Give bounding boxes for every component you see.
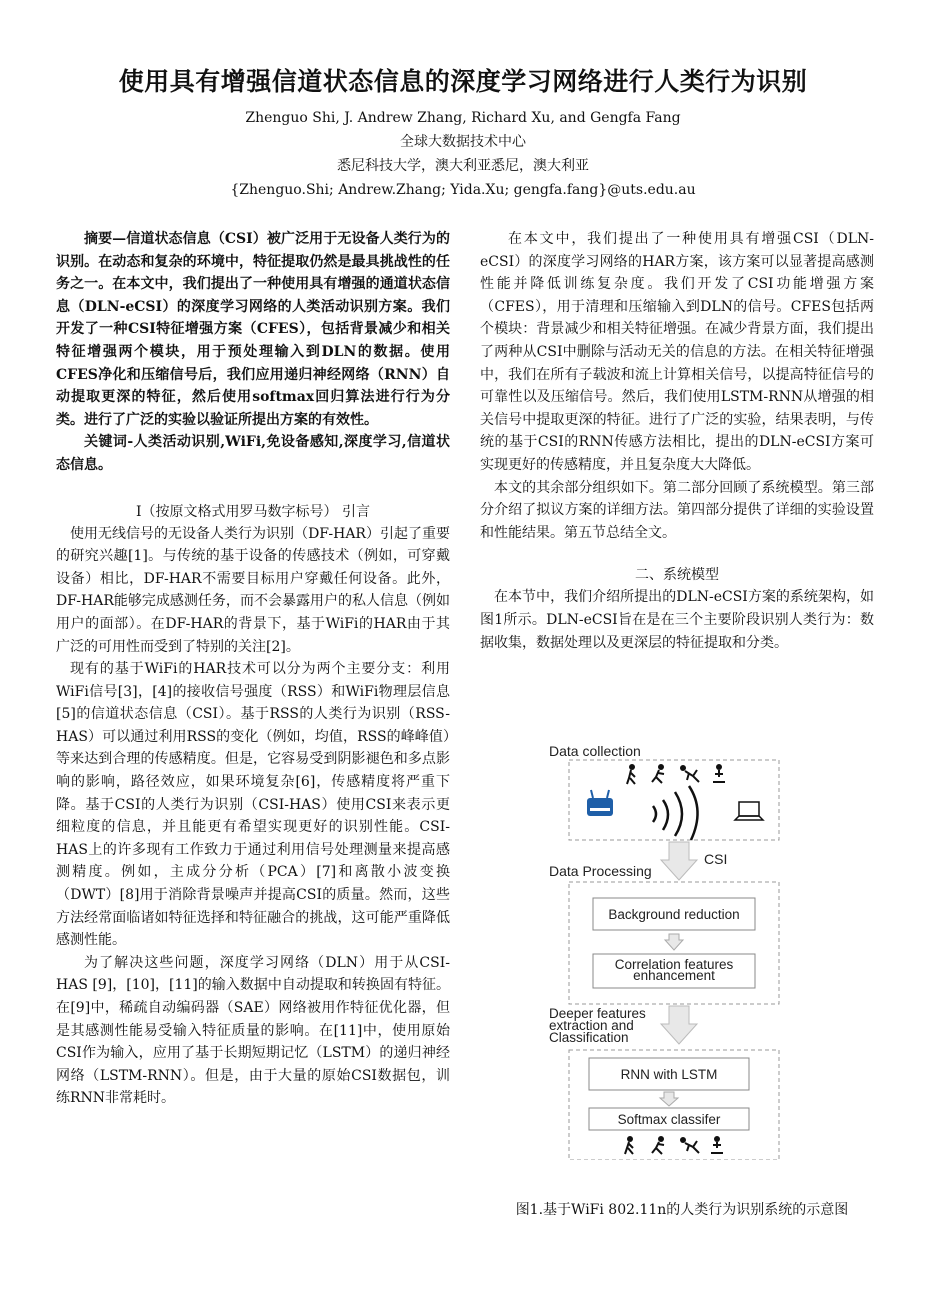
background-reduction-label: Background reduction <box>608 907 740 922</box>
intro-paragraph-4: 在本文中，我们提出了一种使用具有增强CSI（DLN-eCSI）的深度学习网络的HAR方案，该方案可以显著提高感测性能并降低训练复杂度。我们开发了CSI功能增强方案（CFES），用于清理和压缩输入到DLN的信号。CFES包括两个模块：背景减少和相关特征增强。在减少背景方面，我们提出了两种从CSI中删除与活动无关的信息的方法。在相关特征增强中，我们在所有子载波和流上计算相关信号，以提高特征信号的可靠性以及压缩信号。然后，我们使用LSTM-RNN从增强的相关信号中提取更深的特征。进行了广泛的实验，结果表明，与传统的基于CSI的RNN传感方法相比，提出的DLN-eCSI方案可实现更好的传感精度，并且复杂度大大降低。 <box>480 231 874 473</box>
router-icon <box>587 790 613 816</box>
author-list: Zhenguo Shi, J. Andrew Zhang, Richard Xu, and Gengfa Fang <box>245 110 681 126</box>
arrow-to-deeper <box>661 1006 697 1044</box>
author-emails: {Zhenguo.Shi; Andrew.Zhang; Yida.Xu; gengfa.fang}@uts.edu.au <box>230 182 696 198</box>
system-diagram <box>549 740 781 1160</box>
label-data-collection: Data collection <box>549 743 641 759</box>
person-fall-icon <box>680 765 699 782</box>
output-walk-icon <box>625 1136 633 1154</box>
output-run-icon <box>652 1136 664 1154</box>
section-1-heading: I（按原文格式用罗马数字标号） 引言 <box>136 503 370 520</box>
section-2-heading: 二、系统模型 <box>635 567 719 584</box>
output-fall-icon <box>680 1137 699 1153</box>
label-deeper-1: Deeper features <box>549 1006 646 1021</box>
output-sit-icon <box>711 1136 723 1153</box>
system-model-paragraph: 在本节中，我们介绍所提出的DLN-eCSI方案的系统架构，如图1所示。DLN-eCSI旨在是在三个主要阶段识别人类行为：数据收集，数据处理以及更深层的特征提取和分类。 <box>480 589 874 651</box>
affiliation-1: 全球大数据技术中心 <box>400 134 526 150</box>
person-sit-icon <box>713 764 725 782</box>
arrow-down-1 <box>665 934 683 950</box>
label-deeper-3: Classification <box>549 1030 629 1045</box>
arrow-to-processing <box>661 842 697 880</box>
paper-title: 使用具有增强信道状态信息的深度学习网络进行人类行为识别 <box>118 67 808 96</box>
signal-waves-icon <box>653 786 698 840</box>
arrow-down-2 <box>660 1092 678 1106</box>
affiliation-2: 悉尼科技大学，澳大利亚悉尼，澳大利亚 <box>337 158 589 174</box>
keywords: 关键词-人类活动识别,WiFi,免设备感知,深度学习,信道状态信息。 <box>56 434 450 473</box>
person-walk-icon <box>627 764 635 784</box>
left-column <box>56 228 450 1110</box>
label-deeper-2: extraction and <box>549 1018 634 1033</box>
label-data-processing: Data Processing <box>549 863 652 879</box>
softmax-label: Softmax classifer <box>617 1112 721 1127</box>
intro-paragraph-2: 现有的基于WiFi的HAR技术可以分为两个主要分支：利用WiFi信号[3]，[4]的接收信号强度（RSS）和WiFi物理层信息[5]的信道状态信息（CSI）。基于RSS的人类行为识别（RSS-HAS）可以通过利用RSS的变化（例如，均值，RSS的峰峰值）等来达到合理的传感精度。但是，它容易受到阴影褪色和多点影响的影响，路径效应，如果环境复杂[6]，传感精度将严重下降。基于CSI的人类行为识别（CSI-HAS）使用CSI来表示更细粒度的信息，并且能更有希望实现更好的识别性能。CSI-HAS上的许多现有工作致力于通过利用信号处理测量来提高感测精度。例如，主成分分析（PCA）[7]和离散小波变换（DWT）[8]用于消除背景噪声并提高CSI的质量。然而，这些方法经常面临诸如特征选择和特征融合的挑战，这可能严重降低感测性能。 <box>56 661 450 949</box>
correlation-features-label-1: Correlation features <box>614 957 734 972</box>
label-csi: CSI <box>704 851 728 867</box>
rnn-lstm-label: RNN with LSTM <box>620 1067 718 1082</box>
intro-paragraph-3: 为了解决这些问题，深度学习网络（DLN）用于从CSI-HAS [9]，[10]，[11]的输入数据中自动提取和转换固有特征。在[9]中，稀疏自动编码器（SAE）网络被用作特征优化器，但是其感测性能易受输入特征质量的影响。在[11]中，使用原始CSI作为输入，应用了基于长期短期记忆（LSTM）的递归神经网络（LSTM-RNN）。但是，由于大量的原始CSI数据包，训练RNN非常耗时。 <box>56 954 450 1107</box>
correlation-features-label-2: enhancement <box>633 968 715 983</box>
intro-paragraph-5: 本文的其余部分组织如下。第二部分回顾了系统模型。第三部分介绍了拟议方案的详细方法。第四部分提供了详细的实验设置和性能结果。第五节总结全文。 <box>480 479 874 541</box>
person-run-icon <box>652 764 664 783</box>
laptop-icon <box>735 802 763 820</box>
figure-caption: 图1.基于WiFi 802.11n的人类行为识别系统的示意图 <box>515 1202 849 1218</box>
right-column <box>480 228 874 654</box>
intro-paragraph-1: 使用无线信号的无设备人类行为识别（DF-HAR）引起了重要的研究兴趣[1]。与传统的基于设备的传感技术（例如，可穿戴设备）相比，DF-HAR不需要目标用户穿戴任何设备。此外，DF-HAR能够完成感测任务，而不会暴露用户的私人信息（例如用户的面部）。在DF-HAR的背景下，基于WiFi的HAR由于其广泛的可用性而受到了特别的关注[2]。 <box>56 525 450 655</box>
abstract: 摘要—信道状态信息（CSI）被广泛用于无设备人类行为的识别。在动态和复杂的环境中，特征提取仍然是最具挑战性的任务之一。在本文中，我们提出了一种使用具有增强的通道状态信息（DLN-eCSI）的深度学习网络的人类活动识别方案。我们开发了一种CSI特征增强方案（CFES），包括背景减少和相关特征增强两个模块，用于预处理输入到DLN的数据。使用CFES净化和压缩信号后，我们应用递归神经网络（RNN）自动提取更深的特征，然后使用softmax回归算法进行行为分类。进行了广泛的实验以验证所提出方案的有效性。 <box>56 231 450 428</box>
